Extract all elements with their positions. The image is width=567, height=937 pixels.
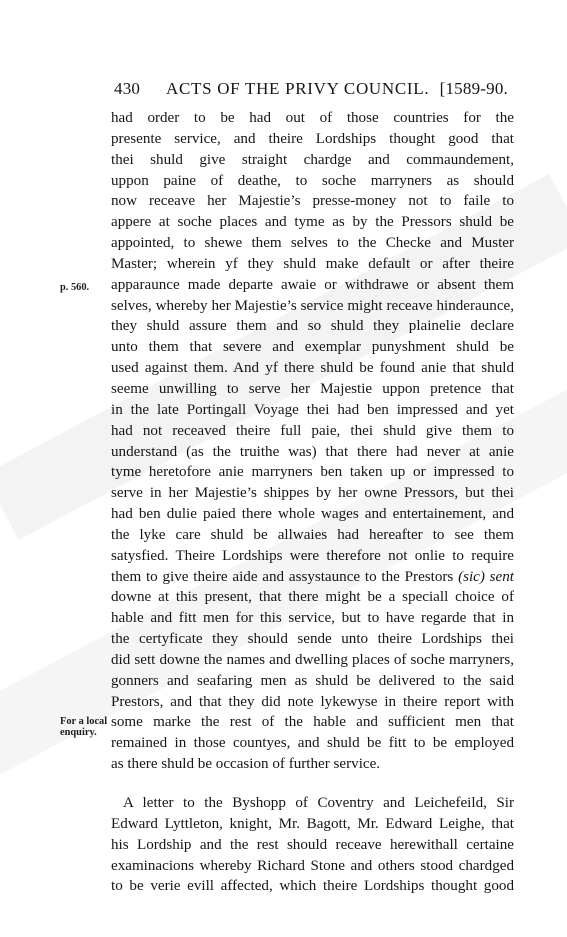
text-line: downe at this present, that there might be a speciall choice of (111, 589, 514, 606)
text-line: Edward Lyttleton, knight, Mr. Bagott, Mr. Edward Leighe, that (111, 815, 514, 832)
text-line: thei shuld give straight chardge and commaundement, (111, 151, 514, 168)
body-text (111, 108, 514, 897)
text-line: they shuld assure them and so shuld they plainelie declare (111, 318, 514, 335)
text-line: used against them. And yf there shuld be found anie that shuld (111, 360, 514, 377)
text-line: tyme heretofore anie marryners ben taken up or impressed to (111, 464, 514, 481)
text-line: did sett downe the names and dwelling places of soche marryners, (111, 651, 514, 668)
year-range: [1589-90. (439, 79, 508, 98)
sic-note: (sic) sent (458, 568, 514, 585)
text-line-with-sic (111, 567, 514, 588)
paragraph-2 (111, 793, 514, 897)
text-line: had order to be had out of those countries for the (111, 110, 514, 126)
text-line: in the late Portingall Voyage thei had ben impressed and yet (111, 401, 514, 418)
text-line: now receave her Majestie’s presse-money not to faile to (111, 193, 514, 210)
text-line: Prestors, and that they did note lykewyse in theire report with (111, 693, 514, 710)
paragraph-gap (111, 775, 514, 793)
text-line: appere at soche places and tyme as by the Pressors shuld be (111, 214, 514, 231)
running-title: ACTS OF THE PRIVY COUNCIL. (166, 79, 430, 98)
text-line: seeme unwilling to serve her Majestie uppon pretence that (111, 380, 514, 397)
text-line: serve in her Majestie’s shippes by her owne Pressors, but thei (111, 485, 514, 502)
margin-page-reference: p. 560. (60, 282, 90, 293)
text-line: the lyke care shuld be allwaies had hereafter to see them (111, 526, 514, 543)
text-line: appointed, to shewe them selves to the Checke and Muster (111, 235, 514, 252)
text-line-main: them to give theire aide and assystaunce to the Prestors (111, 568, 454, 585)
text-line: presente service, and theire Lordships thought good that (111, 130, 514, 147)
text-line: the certyficate they should sende unto theire Lordships thei (111, 631, 514, 648)
margin-topic-note: For a local enquiry. (60, 716, 108, 738)
page-number: 430 (114, 79, 141, 98)
text-line: remained in those countyes, and shuld be fitt to be employed (111, 735, 514, 752)
text-line: uppon paine of deathe, to soche marryners as should (111, 172, 514, 189)
text-line: some marke the rest of the hable and sufficient men that (111, 714, 514, 731)
text-line: gonners and seafaring men as shuld be delivered to the said (111, 672, 514, 689)
page-header (114, 79, 508, 103)
paragraph-1 (111, 108, 514, 775)
text-line-last: as there shuld be occasion of further service. (111, 756, 381, 773)
text-line: hable and fitt men for this service, but to have regarde that in (111, 610, 514, 627)
text-line: his Lordship and the rest should receave herewithall certaine (111, 836, 514, 853)
text-line: examinacions whereby Richard Stone and others stood chardged (111, 857, 514, 874)
text-line: to be verie evill affected, which theire Lordships thought good (111, 878, 514, 895)
text-line: had ben dulie paied there whole wages and entertainement, and (111, 506, 514, 523)
text-line: Master; wherein yf they shuld make default or after theire (111, 255, 514, 272)
text-line: apparaunce made departe awaie or withdrawe or absent them (111, 276, 514, 293)
text-line: A letter to the Byshopp of Coventry and Leichefeild, Sir (123, 795, 514, 811)
text-line: had not receaved theire full paie, thei shuld give them to (111, 422, 514, 439)
text-line: unto them that severe and exemplar punyshment shuld be (111, 339, 514, 356)
text-line: satysfied. Theire Lordships were therefore not onlie to require (111, 547, 514, 564)
text-line: understand (as the truithe was) that there had never at anie (111, 443, 514, 460)
text-line: selves, whereby her Majestie’s service might receave hinderaunce, (111, 297, 514, 314)
